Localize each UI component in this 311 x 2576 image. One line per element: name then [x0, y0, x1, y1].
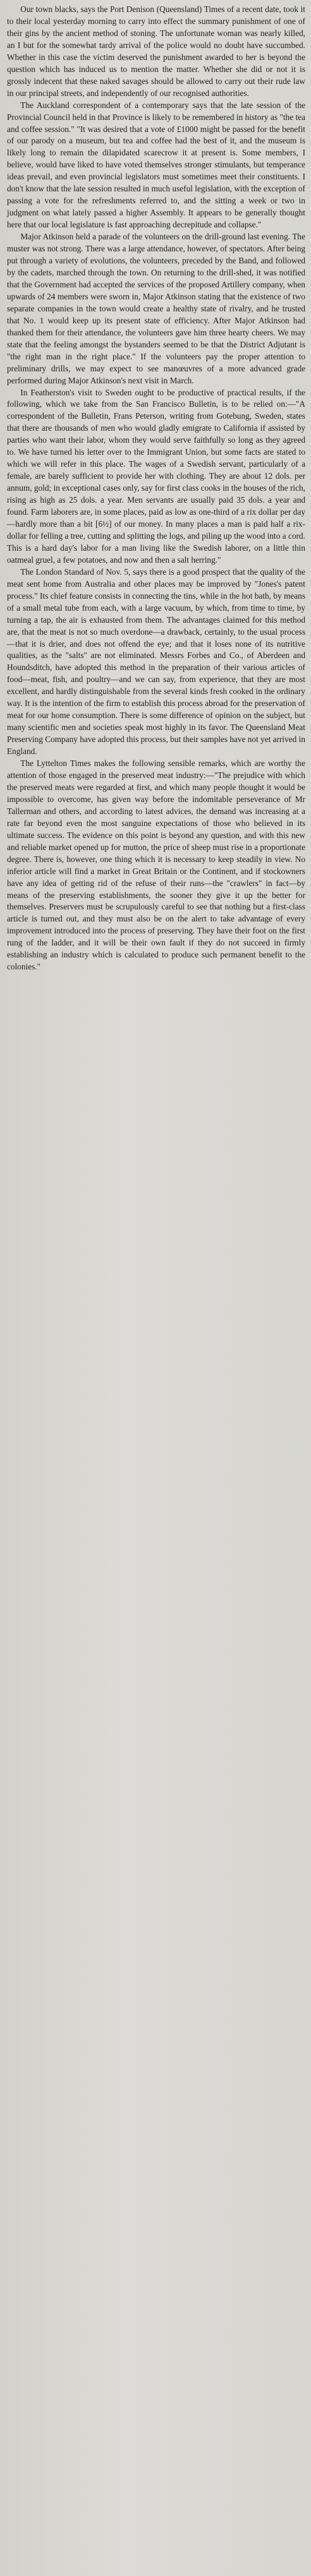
- paragraph-auckland-council: The Auckland correspondent of a contemporary says that the late session of the Provincial Council held in that Province is likely to be remembered in history as "the tea and coffee session." "It was desired that a vote of £1000 might be passed for the benefit of our parody on a museum, but tea and coffee had the best of it, and the museum is likely long to remain the dilapidated scarecrow it at present is. Some members, I believe, would have liked to have voted themselves stronger stimulants, but temperance ideas prevail, and even provincial legislators must sometimes meet their constituents. I don't know that the late session resulted in much useful legislation, with the exception of passing a vote for the refreshments referred to, and the sitting a week or two in judgment on what lately passed a higher Assembly. It appears to be generally thought here that our local legislature is fast approaching decrepitude and collapse.": [7, 100, 305, 230]
- news-column: [7, 4, 305, 973]
- paragraph-swedish-emigration: In Featherston's visit to Sweden ought to be productive of practical results, if the following, which we take from the San Francisco Bulletin, is to be relied on:—"A correspondent of the Bulletin, Frans Peterson, writing from Gotebung, Sweden, states that there are thousands of men who would gladly emigrate to California if assisted by parties who want their labor, whom they would serve faithfully so long as they agreed to. We have turned his letter over to the Immigrant Union, but some facts are stated to which we will refer in this place. The wages of a Swedish servant, particularly of a female, are barely sufficient to provide her with clothing. They are about 12 dols. per annum, gold; in exceptional cases only, say for first class cooks in the houses of the rich, rising as high as 25 dols. a year. Men servants are usually paid 35 dols. a year and found. Farm laborers are, in some places, paid as low as one-third of a rix dollar per day—hardly more than a bit [6½] of our money. In many places a man is paid half a rix-dollar for felling a tree, cutting and splitting the logs, and piling up the wood into a cord. This is a hard day's labor for a man living like the Swedish laborer, on a little thin oatmeal gruel, a few potatoes, and now and then a salt herring.": [7, 387, 305, 565]
- paragraph-volunteer-parade: Major Atkinson held a parade of the volunteers on the drill-ground last evening. The muster was not strong. There was a large attendance, however, of spectators. After being put through a variety of evolutions, the volunteers, preceded by the Band, and followed by the cadets, marched through the town. On returning to the drill-shed, it was notified that the Government had accepted the services of the proposed Artillery company, when upwards of 24 members were sworn in, Major Atkinson stating that the existence of two separate companies in the town would create a healthy state of rivalry, and he trusted that No. 1 would keep up its present state of efficiency. After Major Atkinson had thanked them for their attendance, the volunteers gave him three hearty cheers. We may state that the feeling amongst the bystanders seemed to be that the District Adjutant is "the right man in the right place." If the volunteers pay the proper attention to preliminary drills, we may expect to see manœuvres of a more advanced grade performed during Major Atkinson's next visit in March.: [7, 232, 305, 385]
- paragraph-preserved-meat-process: The London Standard of Nov. 5, says there is a good prospect that the quality of the meat sent home from Australia and other places may be improved by "Jones's patent process." Its chief feature consists in connecting the tins, while in the hot bath, by means of a small metal tube from each, with a large vacuum, by which, from time to time, by turning a tap, the air is exhausted from them. The advantages claimed for this method are, that the meat is not so much overdone—a drawback, certainly, to the usual process—that it is drier, and does not offend the eye; and that it loses none of its nutritive qualities, as the "salts" are not eliminated. Messrs Forbes and Co., of Aberdeen and Houndsditch, have adopted this method in the preparation of their various articles of food—meat, fish, and poultry—and we can say, from experience, that they are most excellent, and hardly distinguishable from the several kinds fresh cooked in the ordinary way. It is the intention of the firm to establish this process abroad for the preservation of meat for our home consumption. There is some difference of opinion on the subject, but many scientific men and societies speak most highly in its favor. The Queensland Meat Preserving Company have adopted this process, but their samples have not yet arrived in England.: [7, 566, 305, 757]
- paragraph-lyttelton-times: The Lyttelton Times makes the following sensible remarks, which are worthy the attention of those engaged in the preserved meat industry:—"The prejudice with which the preserved meats were regarded at first, and which many people thought it would be impossible to overcome, has given way before the indomitable perseverance of Mr Tallerman and others, and according to latest advices, the demand was increasing at a rate far beyond even the most sanguine expectations of those who believed in its ultimate success. The evidence on this point is beyond any question, and with this new and reliable market opened up for mutton, the price of sheep must rise in a proportionate degree. There is, however, one thing which it is necessary to keep steadily in view. No inferior article will find a market in Great Britain or the Continent, and if stockowners have any idea of getting rid of the refuse of their runs—the "crawlers" in fact—by means of the preserving establishments, the sooner they give it up the better for themselves. Preservers must be scrupulously careful to see that nothing but a first-class article is turned out, and they must also be on the alert to take advantage of every improvement introduced into the process of preserving. They have their foot on the first rung of the ladder, and it will be their own fault if they do not succeed in firmly establishing an industry which is calculated to produce such permanent benefit to the colonies.": [7, 758, 305, 972]
- paragraph-stoning: Our town blacks, says the Port Denison (Queensland) Times of a recent date, took it to their local yesterday morning to carry into effect the summary punishment of one of their gins by the ancient method of stoning. The unfortunate woman was nearly killed, an I but for the somewhat tardy arrival of the police would no doubt have succumbed. Whether in this case the victim deserved the punishment awarded to her is beyond the question which has induced us to mention the matter. Whether she did or not it is grossly indecent that these naked savages should be allowed to carry out their rude law in our principal streets, and independently of our recognised authorities.: [7, 4, 305, 98]
